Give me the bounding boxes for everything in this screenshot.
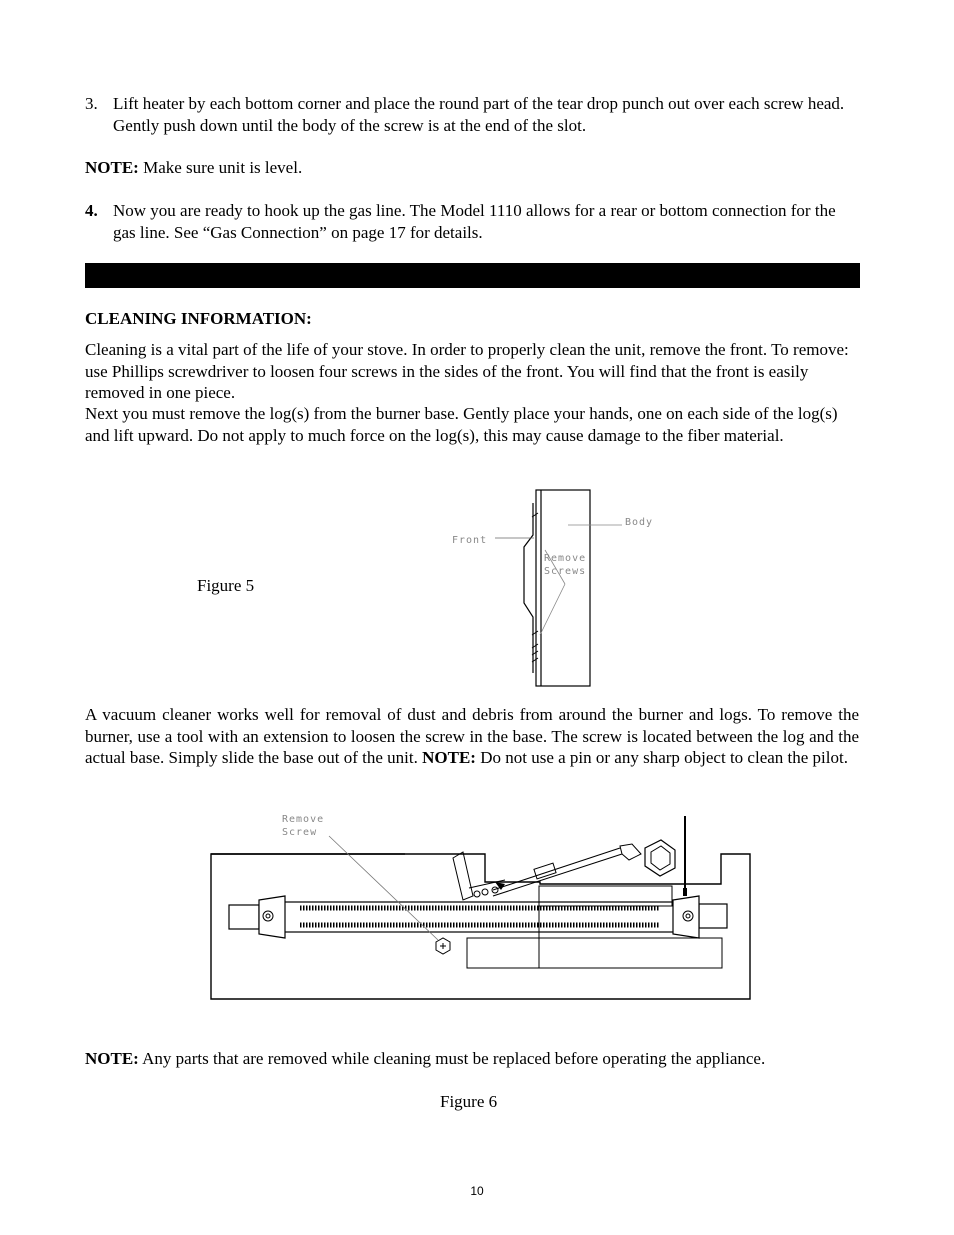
note-parts [85,1048,859,1070]
figure-6-caption: Figure 6 [440,1092,498,1111]
cleaning-paragraph-1: Cleaning is a vital part of the life of your stove. In order to properly clean the unit, remove the front. To remove: use Phillips screwdriver to loosen four screws in the sides of the front. You will find that the front is easily removed in one piece. [85,340,849,402]
step-text: Lift heater by each bottom corner and place the round part of the tear drop punch out over each screw head. Gently push down until the body of the screw is at the end of the slot. [113,94,845,135]
note-text: Any parts that are removed while cleaning must be replaced before operating the appliance. [138,1049,766,1068]
figure-5-caption: Figure 5 [197,576,255,595]
section-divider-bar [85,263,860,288]
vacuum-text-1: A vacuum cleaner works well for removal of dust and debris from around the burner and logs. To remove the burner, use a tool with an extension to loosen the screw in the base. The screw is located between the log and the actual base. Simply slide the base out of the unit. [85,705,859,767]
vacuum-note-label: NOTE: [422,748,476,767]
figure-5-diagram [440,485,654,690]
front-profile [524,503,533,673]
label-front: Front [452,535,488,546]
note-level [85,157,859,179]
vacuum-text-2: Do not use a pin or any sharp object to clean the pilot. [475,748,848,767]
vacuum-paragraph [85,704,859,769]
label-remove: Remove [282,814,325,825]
cleaning-paragraph-2: Next you must remove the log(s) from the burner base. Gently place your hands, one on each side of the log(s) and lift upward. Do not apply to much force on the log(s), this may cause damage to the fiber material. [85,404,838,445]
figure-6-diagram [205,808,757,1004]
note-label: NOTE: [85,1049,139,1068]
burner-ports [300,908,660,925]
label-screw: Screw [282,827,318,838]
page-number: 10 [470,1184,484,1198]
label-remove: Remove [544,553,587,564]
cleaning-heading: CLEANING INFORMATION: [85,309,312,328]
step-number: 3. [85,94,98,113]
step-number: 4. [85,201,98,220]
label-body: Body [625,517,654,528]
note-text: Make sure unit is level. [138,158,303,177]
label-screws: Screws [544,566,587,577]
note-label: NOTE: [85,158,139,177]
step-text: Now you are ready to hook up the gas line. The Model 1110 allows for a rear or bottom connection for the gas line. See “Gas Connection” on page 17 for details. [113,201,836,242]
